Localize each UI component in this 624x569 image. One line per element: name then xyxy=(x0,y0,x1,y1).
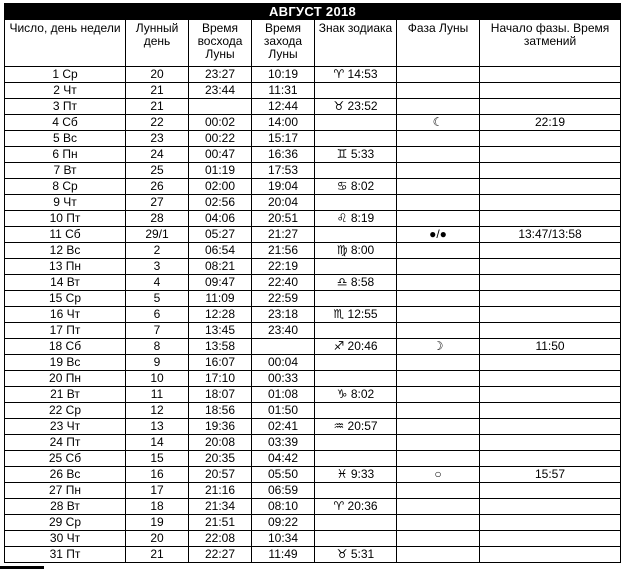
lunar-day-cell: 22 xyxy=(126,115,189,131)
moonset-cell: 16:36 xyxy=(252,147,315,163)
moon-phase-cell xyxy=(397,131,480,147)
zodiac-sign-cell xyxy=(315,371,397,387)
moonrise-cell: 13:58 xyxy=(189,339,252,355)
moon-phase-cell xyxy=(397,259,480,275)
moonrise-cell: 20:08 xyxy=(189,435,252,451)
table-row xyxy=(5,275,621,291)
lunar-day-cell: 20 xyxy=(126,531,189,547)
date-cell: 15 Ср xyxy=(5,291,126,307)
moonrise-cell: 20:35 xyxy=(189,451,252,467)
zodiac-sign-cell: ♈ 14:53 xyxy=(315,67,397,83)
zodiac-sign-cell xyxy=(315,451,397,467)
lunar-day-cell: 25 xyxy=(126,163,189,179)
zodiac-sign-cell xyxy=(315,259,397,275)
moonrise-cell: 18:56 xyxy=(189,403,252,419)
moon-phase-cell xyxy=(397,355,480,371)
moonset-cell: 22:40 xyxy=(252,275,315,291)
zodiac-sign-cell: ♉ 23:52 xyxy=(315,99,397,115)
moonset-cell: 21:27 xyxy=(252,227,315,243)
lunar-day-cell: 21 xyxy=(126,99,189,115)
lunar-day-cell: 17 xyxy=(126,483,189,499)
moonrise-cell: 23:44 xyxy=(189,83,252,99)
phase-time-cell xyxy=(480,211,621,227)
moonrise-cell: 02:56 xyxy=(189,195,252,211)
zodiac-sign-cell xyxy=(315,403,397,419)
zodiac-sign-cell xyxy=(315,195,397,211)
lunar-day-cell: 13 xyxy=(126,419,189,435)
moon-phase-cell xyxy=(397,435,480,451)
moonrise-cell: 21:16 xyxy=(189,483,252,499)
moonset-cell: 10:34 xyxy=(252,531,315,547)
moonrise-cell: 22:08 xyxy=(189,531,252,547)
table-row xyxy=(5,163,621,179)
lunar-day-cell: 21 xyxy=(126,83,189,99)
lunar-day-cell: 21 xyxy=(126,547,189,563)
moonrise-cell: 12:28 xyxy=(189,307,252,323)
moonset-cell: 19:04 xyxy=(252,179,315,195)
phase-time-cell xyxy=(480,371,621,387)
moon-phase-cell xyxy=(397,387,480,403)
zodiac-sign-cell: ♓ 9:33 xyxy=(315,467,397,483)
moonrise-cell: 04:06 xyxy=(189,211,252,227)
moonrise-cell: 23:27 xyxy=(189,67,252,83)
moonrise-cell: 21:51 xyxy=(189,515,252,531)
lunar-day-cell: 27 xyxy=(126,195,189,211)
zodiac-sign-cell xyxy=(315,291,397,307)
moonset-cell: 05:50 xyxy=(252,467,315,483)
moonrise-cell: 21:34 xyxy=(189,499,252,515)
zodiac-sign-cell xyxy=(315,83,397,99)
lunar-day-cell: 2 xyxy=(126,243,189,259)
lunar-day-cell: 8 xyxy=(126,339,189,355)
table-row xyxy=(5,355,621,371)
table-row xyxy=(5,435,621,451)
phase-time-cell: 11:50 xyxy=(480,339,621,355)
moon-phase-cell xyxy=(397,499,480,515)
phase-time-cell xyxy=(480,147,621,163)
moonrise-cell: 01:19 xyxy=(189,163,252,179)
header-zodiac-sign: Знак зодиака xyxy=(315,20,397,67)
lunar-day-cell: 23 xyxy=(126,131,189,147)
date-cell: 12 Вс xyxy=(5,243,126,259)
date-cell: 7 Вт xyxy=(5,163,126,179)
date-cell: 11 Сб xyxy=(5,227,126,243)
date-cell: 4 Сб xyxy=(5,115,126,131)
phase-time-cell xyxy=(480,83,621,99)
moonset-cell: 15:17 xyxy=(252,131,315,147)
moonset-cell: 08:10 xyxy=(252,499,315,515)
phase-time-cell xyxy=(480,323,621,339)
table-body xyxy=(5,67,621,563)
date-cell: 31 Пт xyxy=(5,547,126,563)
moonrise-cell: 16:07 xyxy=(189,355,252,371)
phase-time-cell xyxy=(480,179,621,195)
date-cell: 22 Ср xyxy=(5,403,126,419)
moonrise-cell: 00:22 xyxy=(189,131,252,147)
table-row xyxy=(5,403,621,419)
date-cell: 10 Пт xyxy=(5,211,126,227)
table-row xyxy=(5,195,621,211)
zodiac-sign-cell: ♌ 8:19 xyxy=(315,211,397,227)
moon-phase-cell xyxy=(397,275,480,291)
date-cell: 29 Ср xyxy=(5,515,126,531)
phase-time-cell xyxy=(480,163,621,179)
lunar-calendar xyxy=(4,3,620,563)
table-row xyxy=(5,179,621,195)
date-cell: 8 Ср xyxy=(5,179,126,195)
date-cell: 16 Чт xyxy=(5,307,126,323)
moonrise-cell: 05:27 xyxy=(189,227,252,243)
moonset-cell: 00:04 xyxy=(252,355,315,371)
moon-phase-cell xyxy=(397,451,480,467)
moon-phase-cell: ☽ xyxy=(397,339,480,355)
lunar-day-cell: 29/1 xyxy=(126,227,189,243)
date-cell: 18 Сб xyxy=(5,339,126,355)
date-cell: 25 Сб xyxy=(5,451,126,467)
zodiac-sign-cell: ♉ 5:31 xyxy=(315,547,397,563)
phase-time-cell xyxy=(480,531,621,547)
moonset-cell: 22:19 xyxy=(252,259,315,275)
date-cell: 21 Вт xyxy=(5,387,126,403)
table-row xyxy=(5,115,621,131)
moonset-cell: 02:41 xyxy=(252,419,315,435)
moonrise-cell xyxy=(189,99,252,115)
header-moonrise: Время восхода Луны xyxy=(189,20,252,67)
moon-phase-cell xyxy=(397,419,480,435)
table-row xyxy=(5,499,621,515)
table-row xyxy=(5,83,621,99)
table-row xyxy=(5,531,621,547)
moonset-cell: 03:39 xyxy=(252,435,315,451)
table-row xyxy=(5,291,621,307)
date-cell: 23 Чт xyxy=(5,419,126,435)
phase-time-cell xyxy=(480,307,621,323)
header-phase-start: Начало фазы. Время затмений xyxy=(480,20,621,67)
date-cell: 24 Пт xyxy=(5,435,126,451)
zodiac-sign-cell: ♊ 5:33 xyxy=(315,147,397,163)
phase-time-cell xyxy=(480,99,621,115)
moonset-cell: 01:50 xyxy=(252,403,315,419)
table-row xyxy=(5,467,621,483)
lunar-day-cell: 14 xyxy=(126,435,189,451)
lunar-day-cell: 16 xyxy=(126,467,189,483)
phase-time-cell: 13:47/13:58 xyxy=(480,227,621,243)
moonrise-cell: 08:21 xyxy=(189,259,252,275)
phase-time-cell xyxy=(480,515,621,531)
moonset-cell: 12:44 xyxy=(252,99,315,115)
moonrise-cell: 02:00 xyxy=(189,179,252,195)
moonrise-cell: 11:09 xyxy=(189,291,252,307)
lunar-day-cell: 26 xyxy=(126,179,189,195)
header-lunar-day: Лунный день xyxy=(126,20,189,67)
moon-phase-cell: ☾ xyxy=(397,115,480,131)
zodiac-sign-cell: ♏ 12:55 xyxy=(315,307,397,323)
moonset-cell: 23:40 xyxy=(252,323,315,339)
moon-phase-cell xyxy=(397,179,480,195)
lunar-day-cell: 19 xyxy=(126,515,189,531)
phase-time-cell xyxy=(480,355,621,371)
moonset-cell: 20:51 xyxy=(252,211,315,227)
phase-time-cell: 22:19 xyxy=(480,115,621,131)
table-row xyxy=(5,243,621,259)
moon-phase-cell xyxy=(397,195,480,211)
moon-phase-cell xyxy=(397,99,480,115)
zodiac-sign-cell: ♐ 20:46 xyxy=(315,339,397,355)
lunar-day-cell: 5 xyxy=(126,291,189,307)
zodiac-sign-cell: ♒ 20:57 xyxy=(315,419,397,435)
moonset-cell: 01:08 xyxy=(252,387,315,403)
moon-phase-cell xyxy=(397,531,480,547)
zodiac-sign-cell: ♍ 8:00 xyxy=(315,243,397,259)
lunar-day-cell: 18 xyxy=(126,499,189,515)
date-cell: 30 Чт xyxy=(5,531,126,547)
moonset-cell: 22:59 xyxy=(252,291,315,307)
moon-phase-cell xyxy=(397,515,480,531)
header-moonset: Время захода Луны xyxy=(252,20,315,67)
table-row xyxy=(5,451,621,467)
moonset-cell: 04:42 xyxy=(252,451,315,467)
moonset-cell: 21:56 xyxy=(252,243,315,259)
date-cell: 1 Ср xyxy=(5,67,126,83)
zodiac-sign-cell xyxy=(315,435,397,451)
table-row xyxy=(5,515,621,531)
moonset-cell: 17:53 xyxy=(252,163,315,179)
moon-phase-cell xyxy=(397,403,480,419)
phase-time-cell xyxy=(480,387,621,403)
header-moon-phase: Фаза Луны xyxy=(397,20,480,67)
moonrise-cell: 17:10 xyxy=(189,371,252,387)
date-cell: 6 Пн xyxy=(5,147,126,163)
zodiac-sign-cell xyxy=(315,531,397,547)
lunar-day-cell: 11 xyxy=(126,387,189,403)
moon-phase-cell xyxy=(397,243,480,259)
date-cell: 17 Пт xyxy=(5,323,126,339)
lunar-day-cell: 15 xyxy=(126,451,189,467)
moon-phase-cell xyxy=(397,323,480,339)
date-cell: 27 Пн xyxy=(5,483,126,499)
table-row xyxy=(5,387,621,403)
lunar-day-cell: 4 xyxy=(126,275,189,291)
table-row xyxy=(5,131,621,147)
lunar-day-cell: 12 xyxy=(126,403,189,419)
zodiac-sign-cell xyxy=(315,163,397,179)
table-row xyxy=(5,483,621,499)
moon-phase-cell xyxy=(397,163,480,179)
moon-phase-cell xyxy=(397,291,480,307)
table-row xyxy=(5,99,621,115)
date-cell: 3 Пт xyxy=(5,99,126,115)
moonrise-cell: 00:02 xyxy=(189,115,252,131)
moonrise-cell: 18:07 xyxy=(189,387,252,403)
table-row xyxy=(5,339,621,355)
phase-time-cell xyxy=(480,499,621,515)
phase-time-cell xyxy=(480,259,621,275)
phase-time-cell xyxy=(480,451,621,467)
lunar-day-cell: 10 xyxy=(126,371,189,387)
lunar-calendar-table xyxy=(4,3,621,563)
phase-time-cell xyxy=(480,275,621,291)
moonset-cell: 23:18 xyxy=(252,307,315,323)
zodiac-sign-cell: ♎ 8:58 xyxy=(315,275,397,291)
phase-time-cell xyxy=(480,243,621,259)
moonrise-cell: 00:47 xyxy=(189,147,252,163)
phase-time-cell xyxy=(480,547,621,563)
moonset-cell xyxy=(252,339,315,355)
date-cell: 26 Вс xyxy=(5,467,126,483)
date-cell: 19 Вс xyxy=(5,355,126,371)
date-cell: 13 Пн xyxy=(5,259,126,275)
zodiac-sign-cell xyxy=(315,227,397,243)
moonset-cell: 06:59 xyxy=(252,483,315,499)
table-row xyxy=(5,307,621,323)
moon-phase-cell xyxy=(397,211,480,227)
moon-phase-cell xyxy=(397,371,480,387)
phase-time-cell xyxy=(480,403,621,419)
phase-time-cell xyxy=(480,483,621,499)
date-cell: 5 Вс xyxy=(5,131,126,147)
moonrise-cell: 20:57 xyxy=(189,467,252,483)
zodiac-sign-cell: ♈ 20:36 xyxy=(315,499,397,515)
moonrise-cell: 09:47 xyxy=(189,275,252,291)
moon-phase-cell xyxy=(397,67,480,83)
zodiac-sign-cell xyxy=(315,323,397,339)
moon-phase-cell xyxy=(397,83,480,99)
moon-phase-cell xyxy=(397,547,480,563)
moonset-cell: 09:22 xyxy=(252,515,315,531)
lunar-day-cell: 28 xyxy=(126,211,189,227)
moon-phase-cell xyxy=(397,307,480,323)
lunar-day-cell: 9 xyxy=(126,355,189,371)
table-row xyxy=(5,211,621,227)
table-title: АВГУСТ 2018 xyxy=(5,4,621,20)
moonset-cell: 20:04 xyxy=(252,195,315,211)
zodiac-sign-cell xyxy=(315,483,397,499)
zodiac-sign-cell: ♋ 8:02 xyxy=(315,179,397,195)
phase-time-cell xyxy=(480,67,621,83)
moon-phase-cell xyxy=(397,483,480,499)
moonset-cell: 11:49 xyxy=(252,547,315,563)
moonrise-cell: 13:45 xyxy=(189,323,252,339)
moonset-cell: 11:31 xyxy=(252,83,315,99)
phase-time-cell xyxy=(480,195,621,211)
phase-time-cell xyxy=(480,419,621,435)
table-row xyxy=(5,371,621,387)
moon-phase-cell: ●/● xyxy=(397,227,480,243)
date-cell: 2 Чт xyxy=(5,83,126,99)
table-row xyxy=(5,419,621,435)
lunar-day-cell: 7 xyxy=(126,323,189,339)
table-row xyxy=(5,547,621,563)
phase-time-cell xyxy=(480,435,621,451)
zodiac-sign-cell xyxy=(315,355,397,371)
lunar-day-cell: 3 xyxy=(126,259,189,275)
phase-time-cell xyxy=(480,291,621,307)
zodiac-sign-cell: ♑ 8:02 xyxy=(315,387,397,403)
zodiac-sign-cell xyxy=(315,131,397,147)
phase-time-cell xyxy=(480,131,621,147)
date-cell: 20 Пн xyxy=(5,371,126,387)
lunar-day-cell: 20 xyxy=(126,67,189,83)
moonset-cell: 14:00 xyxy=(252,115,315,131)
table-row xyxy=(5,259,621,275)
table-row xyxy=(5,67,621,83)
moonrise-cell: 19:36 xyxy=(189,419,252,435)
zodiac-sign-cell xyxy=(315,115,397,131)
moonrise-cell: 22:27 xyxy=(189,547,252,563)
date-cell: 14 Вт xyxy=(5,275,126,291)
table-row xyxy=(5,147,621,163)
moonset-cell: 10:19 xyxy=(252,67,315,83)
moonset-cell: 00:33 xyxy=(252,371,315,387)
moon-phase-cell: ○ xyxy=(397,467,480,483)
phase-time-cell: 15:57 xyxy=(480,467,621,483)
table-row xyxy=(5,227,621,243)
lunar-day-cell: 24 xyxy=(126,147,189,163)
date-cell: 9 Чт xyxy=(5,195,126,211)
moonrise-cell: 06:54 xyxy=(189,243,252,259)
lunar-day-cell: 6 xyxy=(126,307,189,323)
table-row xyxy=(5,323,621,339)
date-cell: 28 Вт xyxy=(5,499,126,515)
header-date: Число, день недели xyxy=(5,20,126,67)
moon-phase-cell xyxy=(397,147,480,163)
zodiac-sign-cell xyxy=(315,515,397,531)
